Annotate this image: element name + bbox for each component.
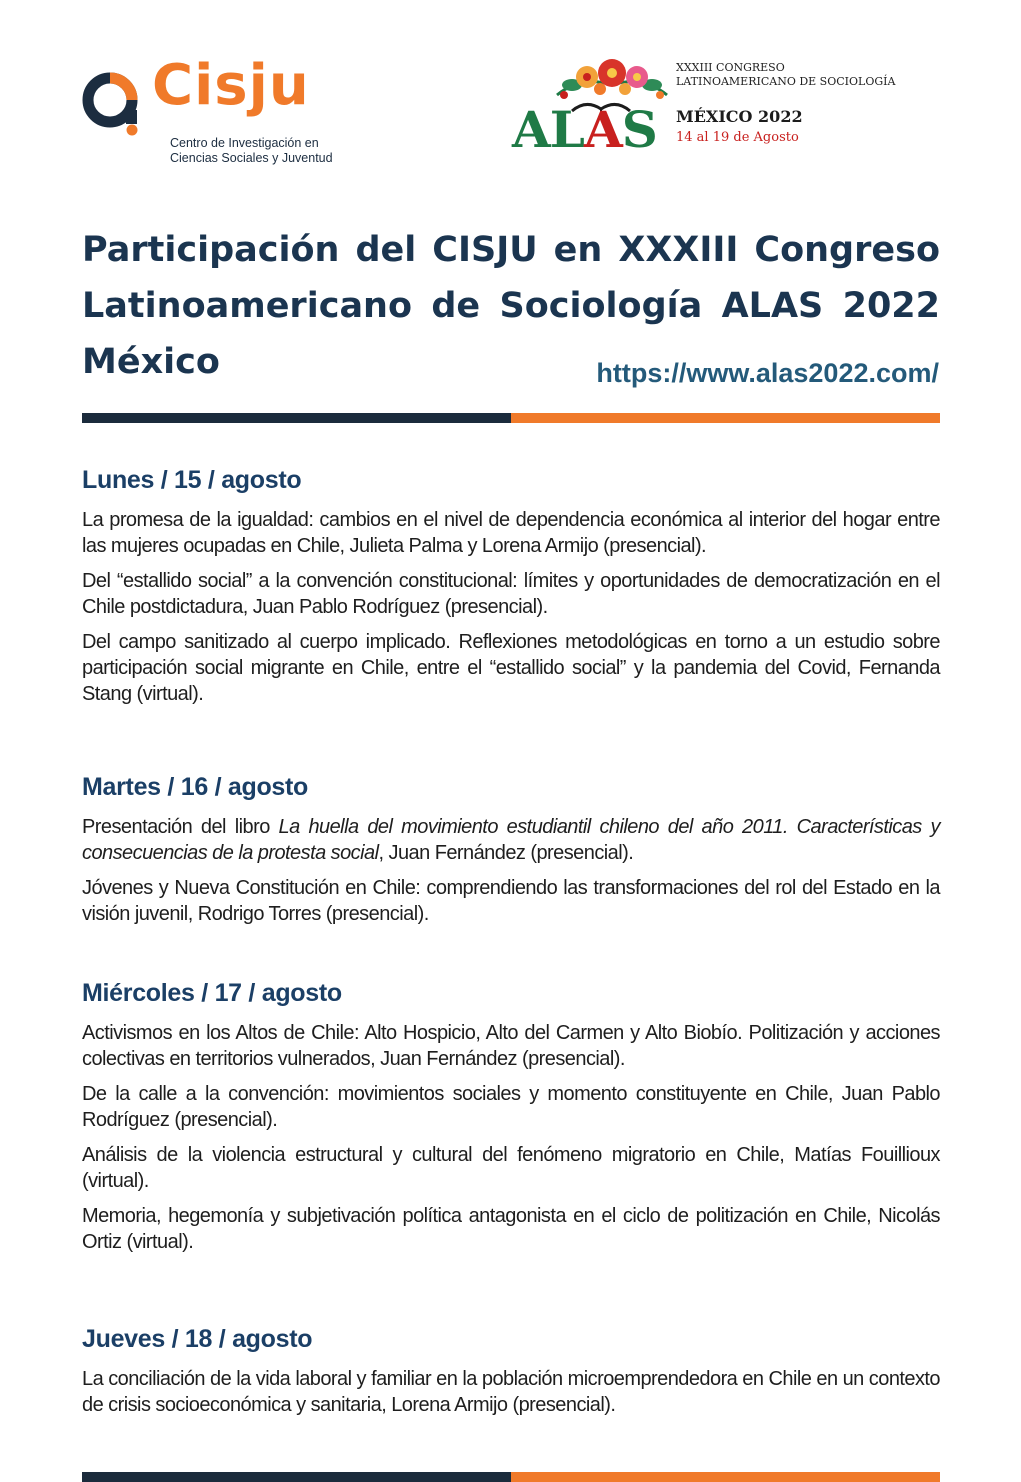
divider-dark-segment [82,413,511,423]
alas-line1: XXXIII CONGRESO [676,61,785,74]
divider-bottom [82,1472,940,1482]
page-title: Participación del CISJU en XXXIII Congreso Latinoamericano de Sociología ALAS 2022 México [82,230,940,382]
alas-logo [512,55,942,165]
schedule-item: Del campo sanitizado al cuerpo implicado. Reflexiones metodológicas en torno a un estudio sobre participación social migrante en Chile, entre el “estallido social” y la pandemia del Covid, Fernanda Stang (virtual). [82,631,940,705]
schedule-item: De la calle a la convención: movimientos sociales y momento constituyente en Chile, Juan Pablo Rodríguez (presencial). [82,1083,940,1131]
cisju-subtitle [170,136,333,166]
divider-orange-segment [511,1472,940,1482]
schedule-item: Jóvenes y Nueva Constitución en Chile: comprendiendo las transformaciones del rol del Estado en la visión juvenil, Rodrigo Torres (presencial). [82,877,940,925]
cisju-subtitle-line1: Centro de Investigación en [170,136,319,150]
schedule-item-book [82,814,940,866]
schedule-item: Análisis de la violencia estructural y cultural del fenómeno migratorio en Chile, Matías Fouillioux (virtual). [82,1144,940,1192]
alas-line2: LATINOAMERICANO DE SOCIOLOGÍA [676,75,896,88]
day-heading: Miércoles / 17 / agosto [82,979,342,1007]
divider-top [82,413,940,423]
book-suffix: , Juan Fernández (presencial). [378,842,634,864]
divider-dark-segment [82,1472,511,1482]
schedule-item: Del “estallido social” a la convención constitucional: límites y oportunidades de democratización en el Chile postdictadura, Juan Pablo Rodríguez (presencial). [82,570,940,618]
cisju-mark-icon [82,70,146,136]
schedule-item: Memoria, hegemonía y subjetivación política antagonista en el ciclo de politización en Chile, Nicolás Ortiz (virtual). [82,1205,940,1253]
day-heading: Jueves / 18 / agosto [82,1325,313,1353]
alas-dates: 14 al 19 de Agosto [676,130,799,145]
book-title: La huella del movimiento estudiantil chileno del año 2011. Características y consecuencias de la protesta social [82,816,940,864]
day-section-wednesday [82,979,940,1264]
alas-event: MÉXICO 2022 [676,107,803,126]
schedule-item: La conciliación de la vida laboral y familiar en la población microemprendedora en Chile en un contexto de crisis socioeconómica y sanitaria, Lorena Armijo (presencial). [82,1368,940,1416]
schedule-item: La promesa de la igualdad: cambios en el nivel de dependencia económica al interior del hogar entre las mujeres ocupadas en Chile, Julieta Palma y Lorena Armijo (presencial). [82,509,940,557]
cisju-subtitle-line2: Ciencias Sociales y Juventud [170,151,333,165]
day-heading: Lunes / 15 / agosto [82,466,302,494]
divider-orange-segment [511,413,940,423]
cisju-logo [82,53,352,170]
cisju-wordmark: Cisju [152,53,310,118]
schedule-item: Activismos en los Altos de Chile: Alto Hospicio, Alto del Carmen y Alto Biobío. Politización y acciones colectivas en territorios vulnerados, Juan Fernández (presencial). [82,1022,940,1070]
book-prefix: Presentación del libro [82,816,279,838]
day-section-thursday [82,1325,940,1427]
day-section-tuesday [82,773,940,936]
event-url-link[interactable]: https://www.alas2022.com/ [596,358,939,388]
day-section-monday [82,466,940,716]
alas-wordmark: ALAS [512,100,657,159]
day-heading: Martes / 16 / agosto [82,773,309,801]
alas-event-info [676,61,895,145]
